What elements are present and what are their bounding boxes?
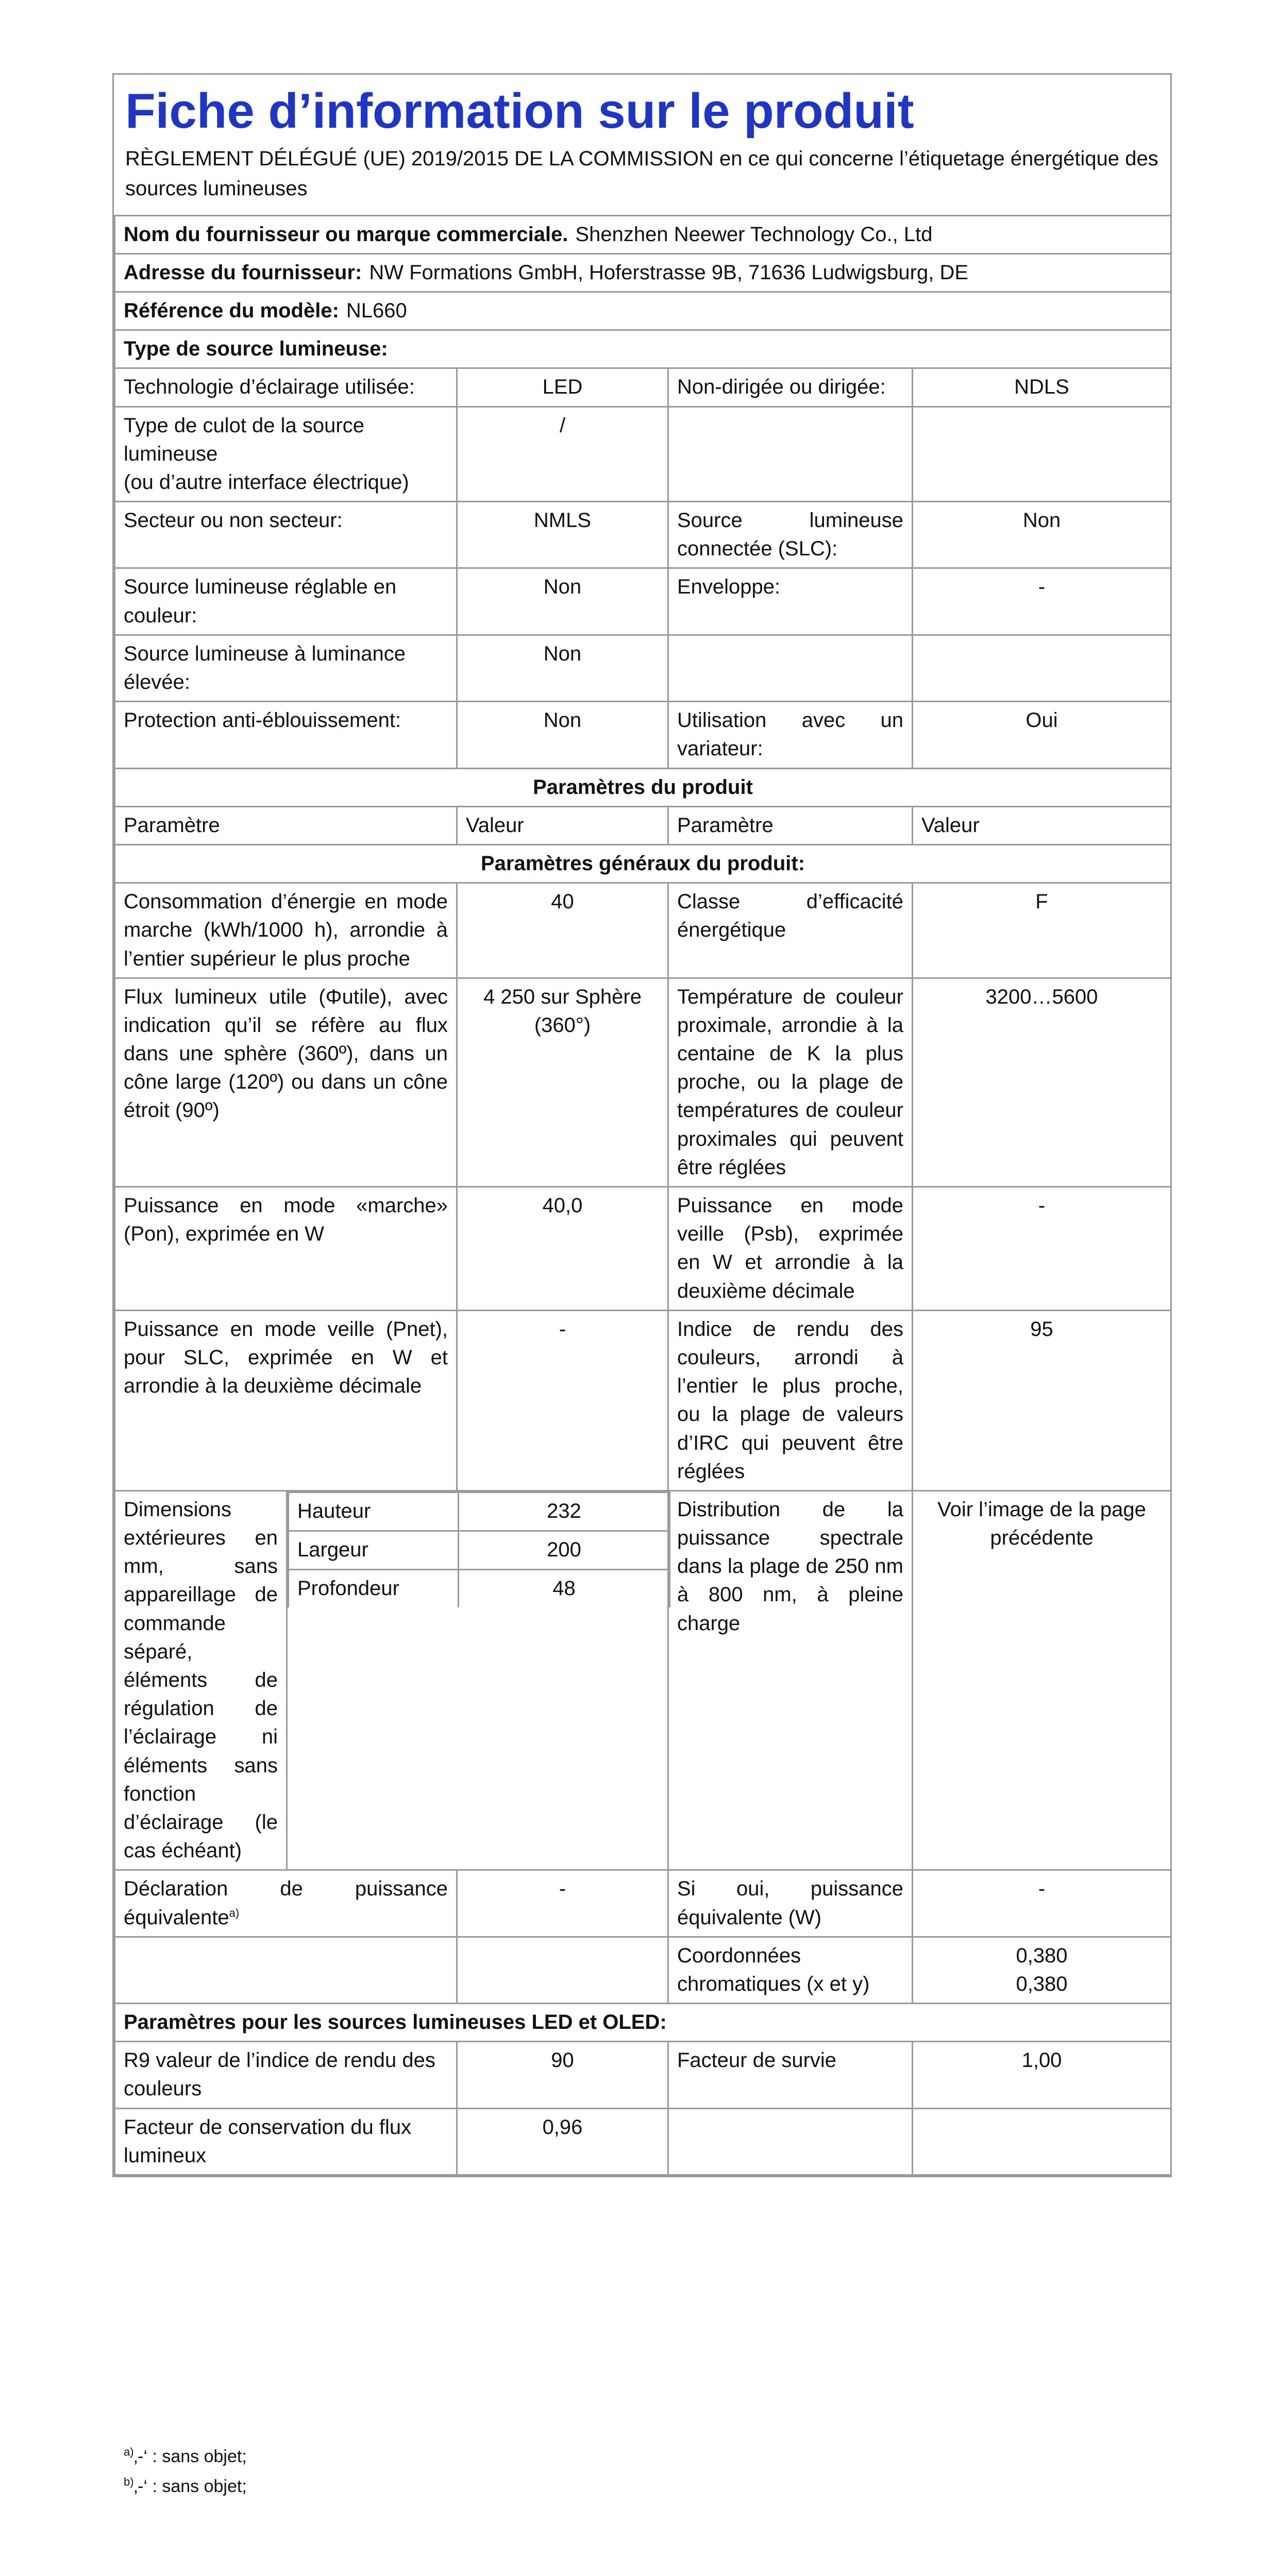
source-type-heading: Type de source lumineuse:	[115, 330, 1171, 368]
source-row-label-right: Utilisation avec un variateur:	[668, 702, 913, 768]
led-param-value-right	[913, 2108, 1171, 2175]
source-row	[115, 502, 1171, 568]
param-label: Puissance en mode «marche» (Pon), exprimée en W	[115, 1187, 457, 1311]
source-row-label: Secteur ou non secteur:	[115, 502, 457, 568]
source-row-value: Non	[457, 568, 668, 635]
supplier-address-value: NW Formations GmbH, Hoferstrasse 9B, 71636 Ludwigsburg, DE	[369, 261, 969, 284]
led-heading-row	[115, 2004, 1171, 2042]
param-row	[115, 1187, 1171, 1311]
page-title: Fiche d’information sur le produit	[125, 83, 914, 139]
led-param-label: Facteur de conservation du flux lumineux	[115, 2108, 457, 2175]
source-row	[115, 406, 1171, 502]
param-label-right: Indice de rendu des couleurs, arrondi à l’entier le plus proche, ou la plage de valeurs d’IRC qui peuvent être réglées	[668, 1310, 913, 1490]
width-value: 200	[459, 1531, 670, 1569]
param-value-right: 95	[913, 1310, 1171, 1490]
general-params-heading: Paramètres généraux du produit:	[115, 844, 1171, 883]
width-label: Largeur	[289, 1531, 459, 1569]
source-type-heading-row	[115, 330, 1171, 368]
equivalent-power-label: Déclaration de puissance équivalente	[124, 1877, 448, 1929]
spd-label: Distribution de la puissance spectrale dans la plage de 250 nm à 800 nm, à pleine charge	[668, 1490, 913, 1870]
param-value-right: -	[913, 1187, 1171, 1311]
column-header-value: Valeur	[457, 806, 668, 844]
led-param-value: 0,96	[457, 2108, 668, 2175]
supplier-address-label: Adresse du fournisseur:	[124, 261, 362, 284]
param-value: 4 250 sur Sphère (360°)	[457, 978, 668, 1187]
source-row-label: Technologie d’éclairage utilisée:	[115, 368, 457, 406]
info-table	[114, 215, 1172, 2176]
source-row-value-right: Non	[913, 502, 1171, 568]
column-header-param: Paramètre	[115, 806, 457, 844]
spd-value: Voir l’image de la page précédente	[913, 1490, 1171, 1870]
led-param-value-right: 1,00	[913, 2042, 1171, 2108]
source-row	[115, 702, 1171, 768]
param-label: Consommation d’énergie en mode marche (kWh/1000 h), arrondie à l’entier supérieur le plus proche	[115, 883, 457, 978]
dimensions-subtable	[288, 1492, 670, 1607]
source-row-value-right: -	[913, 568, 1171, 635]
source-row-label-right: Source lumineuse connectée (SLC):	[668, 502, 913, 568]
supplier-name-label: Nom du fournisseur ou marque commerciale.	[124, 223, 568, 246]
source-row-value: NMLS	[457, 502, 668, 568]
param-row	[115, 883, 1171, 978]
chromaticity-row	[115, 1937, 1171, 2003]
model-label: Référence du modèle:	[124, 299, 339, 322]
column-header-value-right: Valeur	[913, 806, 1171, 844]
param-label-right: Classe d’efficacité énergétique	[668, 883, 913, 978]
param-label: Flux lumineux utile (Φutile), avec indication qu’il se réfère au flux dans une sphère (360º), dans un cône large (120º) ou dans un cône étroit (90º)	[115, 978, 457, 1187]
param-value: 40,0	[457, 1187, 668, 1311]
param-row	[115, 978, 1171, 1187]
param-label: Puissance en mode veille (Pnet), pour SLC, exprimée en W et arrondie à la deuxième décimale	[115, 1310, 457, 1490]
param-value: 40	[457, 883, 668, 978]
source-row-value: Non	[457, 702, 668, 768]
source-row-value: Non	[457, 635, 668, 701]
regulation-text: RÈGLEMENT DÉLÉGUÉ (UE) 2019/2015 DE LA COMMISSION en ce qui concerne l’étiquetage énergétique des sources lumineuses	[125, 147, 1158, 200]
source-row-value: LED	[457, 368, 668, 406]
source-row-value-right	[913, 635, 1171, 701]
params-column-header-row	[115, 806, 1171, 844]
source-row-value: /	[457, 406, 668, 502]
source-row-label-right	[668, 635, 913, 701]
column-header-param-right: Paramètre	[668, 806, 913, 844]
source-row	[115, 568, 1171, 635]
footnote-a: $^{a)}$‚-‘ : sans objet;	[124, 2445, 247, 2466]
equivalent-power-row	[115, 1870, 1171, 1937]
source-row-label: Protection anti-éblouissement:	[115, 702, 457, 768]
source-row-label: Source lumineuse réglable en couleur:	[115, 568, 457, 635]
dimensions-row	[115, 1490, 1171, 1870]
equivalent-power-w-value: -	[913, 1870, 1171, 1937]
source-row	[115, 635, 1171, 701]
chromaticity-label: Coordonnées chromatiques (x et y)	[668, 1937, 913, 2003]
led-param-value: 90	[457, 2042, 668, 2108]
height-label: Hauteur	[289, 1492, 459, 1531]
chromaticity-x: 0,380	[1016, 1944, 1068, 1967]
supplier-name-row	[115, 215, 1171, 253]
depth-label: Profondeur	[289, 1569, 459, 1607]
source-row-label: Source lumineuse à luminance élevée:	[115, 635, 457, 701]
source-row-label-right: Non-dirigée ou dirigée:	[668, 368, 913, 406]
source-row	[115, 368, 1171, 406]
equivalent-power-w-label: Si oui, puissance équivalente (W)	[668, 1870, 913, 1937]
source-row-label-right: Enveloppe:	[668, 568, 913, 635]
led-param-row	[115, 2042, 1171, 2108]
led-param-row	[115, 2108, 1171, 2175]
dimensions-values	[287, 1490, 668, 1870]
source-row-label-right	[668, 406, 913, 502]
equivalent-power-value: -	[457, 1870, 668, 1937]
source-row-label: Type de culot de la source lumineuse (ou d’autre interface électrique)	[115, 406, 457, 502]
param-value-right: F	[913, 883, 1171, 978]
led-params-heading: Paramètres pour les sources lumineuses LED et OLED:	[115, 2004, 1171, 2042]
param-label-right: Puissance en mode veille (Psb), exprimée en W et arrondie à la deuxième décimale	[668, 1187, 913, 1311]
chromaticity-y: 0,380	[1016, 1972, 1068, 1995]
param-row	[115, 1310, 1171, 1490]
led-param-label-right: Facteur de survie	[668, 2042, 913, 2108]
param-value: -	[457, 1310, 668, 1490]
source-row-value-right: Oui	[913, 702, 1171, 768]
depth-value: 48	[459, 1569, 670, 1607]
source-row-value-right: NDLS	[913, 368, 1171, 406]
params-heading: Paramètres du produit	[115, 768, 1171, 806]
led-param-label: R9 valeur de l’indice de rendu des couleurs	[115, 2042, 457, 2108]
model-row	[115, 292, 1171, 330]
footnotes	[124, 2442, 247, 2502]
footnote-b: $^{b)}$‚-‘ : sans objet;	[124, 2475, 247, 2496]
param-label-right: Température de couleur proximale, arrondie à la centaine de K la plus proche, ou la plage de températures de couleur proximales qui peuvent être réglées	[668, 978, 913, 1187]
params-heading-row	[115, 768, 1171, 806]
height-value: 232	[459, 1492, 670, 1531]
general-params-heading-row	[115, 844, 1171, 883]
supplier-address-row	[115, 253, 1171, 292]
model-value: NL660	[346, 299, 407, 322]
param-value-right: 3200…5600	[913, 978, 1171, 1187]
supplier-name-value: Shenzhen Neewer Technology Co., Ltd	[575, 223, 933, 246]
led-param-label-right	[668, 2108, 913, 2175]
dimensions-label: Dimensions extérieures en mm, sans appareillage de commande séparé, éléments de régulation de l’éclairage ni éléments sans fonction d’éclairage (le cas échéant)	[115, 1490, 287, 1870]
footnote-marker: a)	[229, 1906, 240, 1920]
source-row-value-right	[913, 406, 1171, 502]
product-information-sheet	[112, 73, 1172, 2177]
